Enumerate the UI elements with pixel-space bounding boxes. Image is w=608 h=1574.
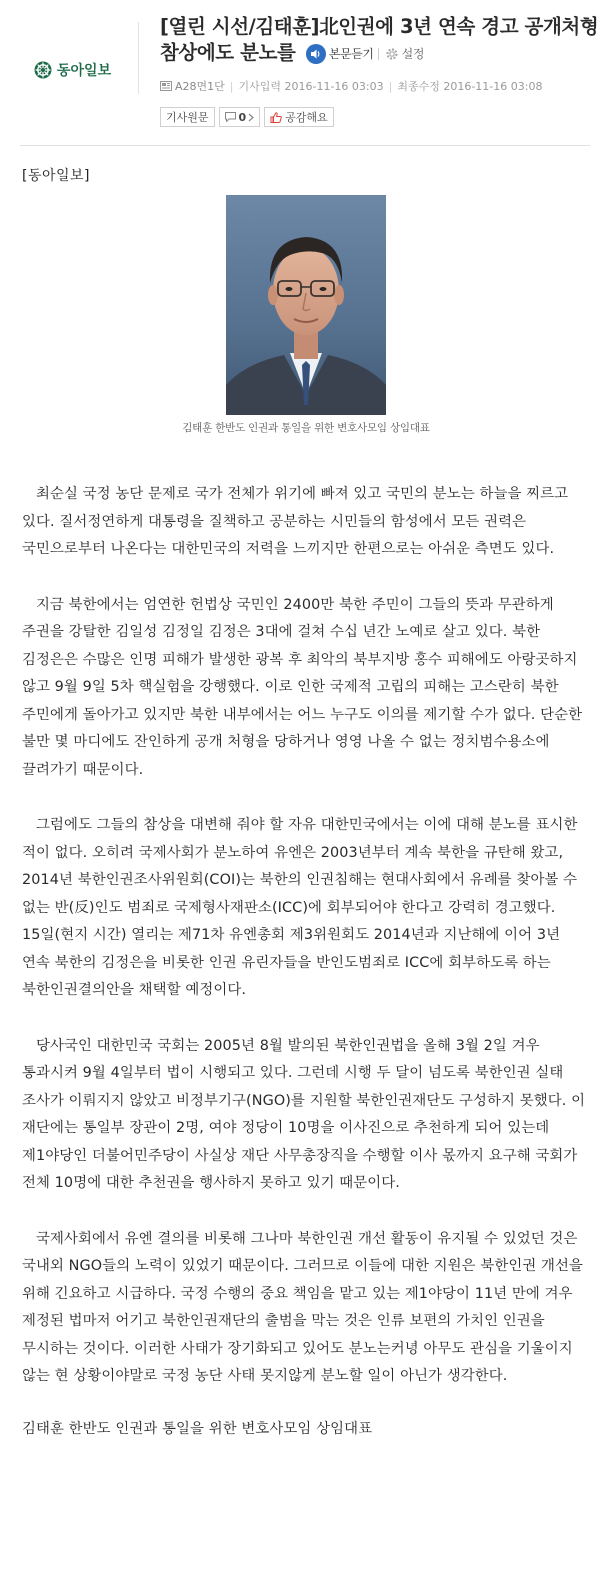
comment-icon (225, 112, 236, 122)
comments-button[interactable] (219, 107, 261, 127)
article-title-block (160, 14, 600, 67)
article-body (22, 165, 590, 1438)
article-source: [동아일보] (22, 168, 91, 184)
spacer (22, 1198, 590, 1226)
gear-icon (385, 47, 399, 61)
spacer (22, 1005, 590, 1033)
photo-caption: 김태훈 한반도 인권과 통일을 위한 변호사모임 상임대표 (182, 422, 430, 434)
input-date: 기사입력 2016-11-16 03:03 (238, 80, 384, 93)
article-header (0, 0, 608, 145)
thumbs-up-icon (270, 112, 282, 123)
portrait-image (226, 195, 386, 415)
article-title: [열린 시선/김태훈]北인권에 3년 연속 경고 공개처형 참상에도 분노를 (160, 15, 599, 64)
donga-logo-icon (34, 61, 52, 79)
logo-text: 동아일보 (57, 63, 112, 79)
article-paragraph: 국제사회에서 유엔 결의를 비롯해 그나마 북한인권 개선 활동이 유지될 수 있었던 것은 국내외 NGO들의 노력이 있었기 때문이다. 그러므로 이들에 대한 지원은 북한인권 개선을 위해 긴요하고 시급하다. 국정 수행의 중요 책임을 맡고 있는 제1야당이 11년 만에 겨우 제정된 법마저 어기고 북한인권재단의 출범을 막는 것은 인류 보편의 가치인 인권을 무시하는 것이다. 이러한 사태가 장기화되고 있어도 분노는커녕 아무도 관심을 기울이지 않는 현 상황이야말로 국정 농단 사태 못지않게 분노할 일이 아닌가 생각한다. (22, 1230, 584, 1384)
chevron-right-icon (248, 113, 254, 122)
article-paragraph: 그럼에도 그들의 참상을 대변해 줘야 할 자유 대한민국에서는 이에 대해 분노를 표시한 적이 없다. 오히려 국제사회가 분노하여 유엔은 2003년부터 계속 북한을 규탄해 왔고, 2014년 북한인권조사위원회(COI)는 북한의 인권침해는 현대사회에서 유례를 찾아볼 수 없는 반(反)인도 범죄로 국제형사재판소(ICC)에 회부되어야 한다고 강력히 경고했다. 15일(현지 시간) 열리는 제71차 유엔총회 제3위원회도 2014년과 지난해에 이어 3년 연속 북한의 김정은을 비롯한 인권 유린자들을 반인도범죄로 ICC에 회부하도록 하는 북한인권결의안을 채택할 예정이다. (22, 817, 578, 998)
comment-count: 0 (238, 110, 247, 124)
listen-button[interactable] (306, 41, 374, 67)
author-signature: 김태훈 한반도 인권과 통일을 위한 변호사모임 상임대표 (22, 1420, 373, 1437)
original-article-button[interactable] (160, 107, 215, 127)
article-paragraph: 지금 북한에서는 엄연한 헌법상 국민인 2400만 북한 주민이 그들의 뜻과 무관하게 주권을 강탈한 김일성 김정일 김정은 3대에 걸쳐 수십 년간 노예로 살고 있다. 북한 김정은은 수많은 인명 피해가 발생한 광복 후 최악의 북부지방 홍수 피해에도 아랑곳하지 않고 9월 9일 5차 핵실험을 강행했다. 이로 인한 국제적 고립의 피해는 고스란히 북한 주민에게 돌아가고 있지만 북한 내부에서는 어느 누구도 이의를 제기할 수가 없다. 단순한 불만 몇 마디에도 잔인하게 공개 처형을 당하거나 영영 나올 수 없는 정치범수용소에 끌려가기 때문이다. (22, 596, 583, 778)
like-button[interactable] (264, 107, 334, 127)
meta-separator: | (388, 79, 393, 93)
article-paragraph: 당사국인 대한민국 국회는 2005년 8월 발의된 북한인권법을 올해 3월 2일 겨우 통과시켜 9월 4일부터 법이 시행되고 있다. 그런데 시행 두 달이 넘도록 북한인권 실태 조사가 이뤄지지 않았고 비정부기구(NGO)를 지원할 북한인권재단도 구성하지 못했다. 이 재단에는 통일부 장관이 2명, 여야 정당이 10명을 이사진으로 추천하게 되어 있는데 제1야당인 더불어민주당이 사실상 재단 사무총장직을 수행할 이사 몫까지 요구해 국회가 전체 10명에 대한 추천권을 행사하지 못하고 있기 때문이다. (22, 1037, 586, 1191)
title-separator (378, 48, 379, 60)
header-rule (20, 145, 590, 146)
spacer (22, 435, 590, 481)
press-logo[interactable] (34, 60, 111, 80)
page-info (160, 78, 225, 94)
settings-label: 설정 (401, 46, 425, 61)
page-number: A28면1단 (175, 80, 225, 93)
author-photo[interactable] (226, 195, 386, 415)
like-label: 공감해요 (285, 111, 328, 124)
header-divider (138, 22, 139, 94)
listen-label: 본문듣기 (328, 46, 374, 61)
original-article-label: 기사원문 (166, 111, 209, 124)
spacer (22, 784, 590, 812)
article-paragraph: 최순실 국정 농단 문제로 국가 전체가 위기에 빠져 있고 국민의 분노는 하늘을 찌르고 있다. 질서정연하게 대통령을 질책하고 공분하는 시민들의 함성에서 모든 권력은 국민으로부터 나온다는 대한민국의 저력을 느끼지만 한편으로는 아쉬운 측면도 있다. (22, 486, 569, 557)
article-meta (160, 78, 542, 94)
modified-date: 최종수정 2016-11-16 03:08 (397, 80, 543, 93)
speaker-icon (306, 44, 326, 64)
settings-button[interactable] (385, 41, 424, 67)
meta-separator: | (229, 79, 234, 93)
article-actions (160, 107, 334, 127)
spacer (22, 564, 590, 592)
newspaper-icon (160, 81, 172, 91)
